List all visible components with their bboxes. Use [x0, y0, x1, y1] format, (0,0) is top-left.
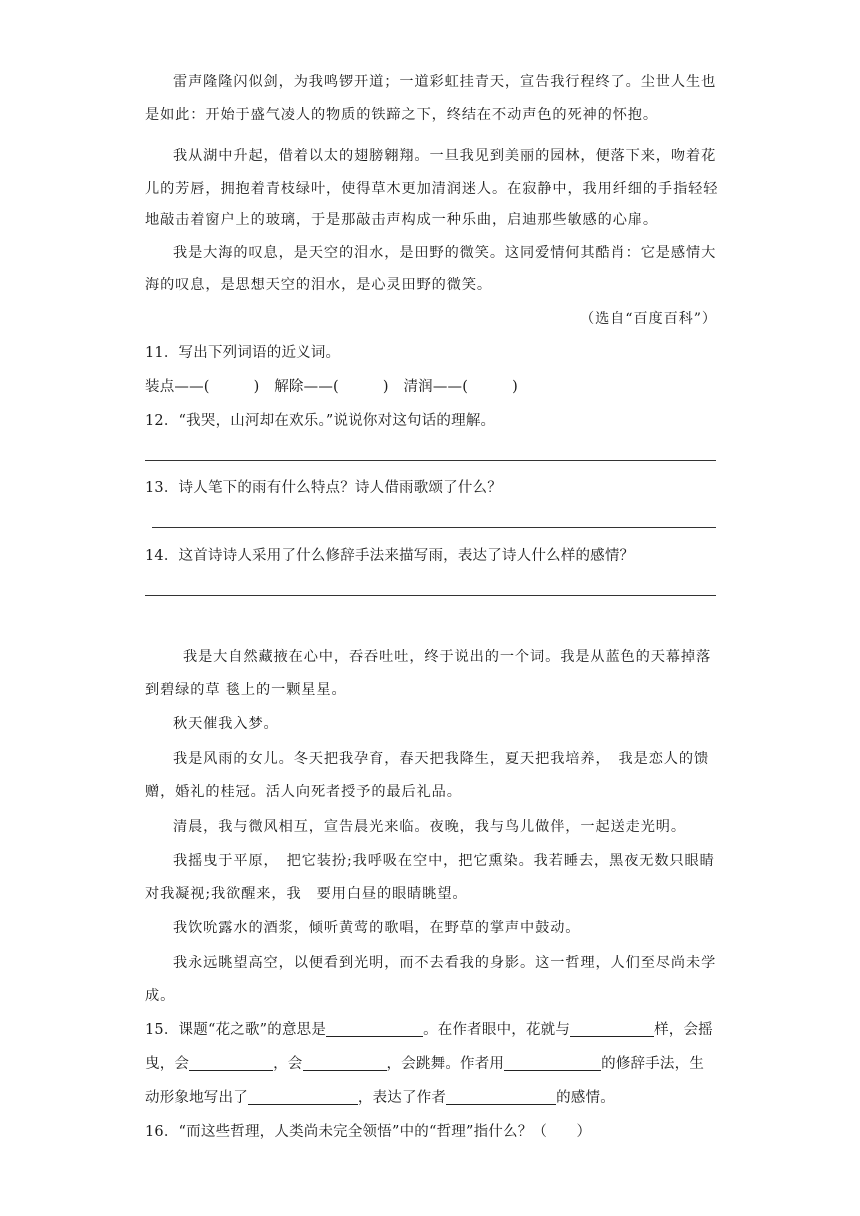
passage2-line9: 我饮吮露水的酒浆，倾听黄莺的歌唱，在野草的掌声中鼓动。: [173, 920, 581, 936]
passage2-line10: 我永远眺望高空，以便看到光明，而不去看我的身影。这一哲理，人们至尽尚未学: [173, 955, 717, 971]
q15-blank-6[interactable]: [248, 1090, 358, 1105]
passage2-line2: 到碧绿的草 毯上的一颗星星。: [145, 682, 347, 698]
q15-blank-2[interactable]: [570, 1022, 654, 1037]
passage2-line6: 清晨，我与微风相互，宣告晨光来临。夜晚，我与鸟儿做伴，一起送走光明。: [173, 819, 686, 835]
question-16: 16．“而这些哲理，人类尚未完全领悟”中的“哲理”指什么？（ ）: [145, 1124, 592, 1140]
q12-answer-line[interactable]: [145, 460, 716, 461]
q15-blank-3[interactable]: [189, 1056, 273, 1071]
question-15-line3: [145, 1088, 717, 1108]
q11-item-c: ) 清润——(: [382, 379, 469, 395]
passage1-p3-line1: 我是大海的叹息，是天空的泪水，是田野的微笑。这同爱情何其酷肖：它是感情大: [173, 245, 717, 261]
q15-text-i: ，表达了作者: [357, 1090, 447, 1106]
question-11: 11．写出下列词语的近义词。: [145, 345, 341, 361]
question-15-line2: [145, 1054, 717, 1074]
q15-text-d: 曳，会: [145, 1056, 190, 1072]
q15-text-f: ，会跳舞。作者用: [386, 1056, 505, 1072]
q15-text-j: 的感情。: [556, 1090, 615, 1106]
q14-answer-line[interactable]: [145, 595, 716, 596]
passage1-p1-line1: 雷声隆隆闪似剑，为我鸣锣开道；一道彩虹挂青天，宣告我行程终了。尘世人生也: [173, 74, 717, 90]
q15-text-b: 。在作者眼中，花就与: [423, 1022, 571, 1038]
q15-blank-7[interactable]: [446, 1090, 556, 1105]
question-11-items: [145, 377, 717, 397]
passage2-line5: 赠，婚礼的桂冠。活人向死者授予的最后礼品。: [145, 784, 462, 800]
passage1-p1-line2: 是如此：开始于盛气凌人的物质的铁蹄之下，终结在不动声色的死神的怀抱。: [145, 107, 658, 123]
q15-text-c: 样，会摇: [654, 1022, 713, 1038]
passage2-line3: 秋天催我入梦。: [173, 716, 279, 732]
q15-text-h: 动形象地写出了: [145, 1090, 248, 1106]
passage2-line1: 我是大自然藏掖在心中，吞吞吐吐，终于说出的一个词。我是从蓝色的天幕掉落: [183, 649, 712, 665]
passage1-p2-line1: 我从湖中升起，借着以太的翅膀翱翔。一旦我见到美丽的园林，便落下来，吻着花: [173, 148, 717, 164]
passage1-p3-line2: 海的叹息，是思想天空的泪水，是心灵田野的微笑。: [145, 277, 493, 293]
q15-text-g: 的修辞手法，生: [601, 1056, 705, 1072]
passage2-line7: 我摇曳于平原， 把它装扮;我呼吸在空中，把它熏染。我若睡去，黑夜无数只眼睛: [173, 853, 715, 869]
q15-blank-5[interactable]: [504, 1056, 601, 1071]
question-15-line1: [145, 1020, 717, 1040]
passage2-line8: 对我凝视;我欲醒来，我 要用白昼的眼睛眺望。: [145, 886, 468, 902]
passage1-p2-line3: 地敲击着窗户上的玻璃，于是那敲击声构成一种乐曲，启迪那些敏感的心扉。: [145, 212, 658, 228]
q15-blank-4[interactable]: [303, 1056, 387, 1071]
q13-answer-line[interactable]: [152, 527, 716, 528]
q11-item-d: ): [512, 379, 518, 395]
q15-blank-1[interactable]: [326, 1022, 423, 1037]
question-13: 13．诗人笔下的雨有什么特点？诗人借雨歌颂了什么？: [145, 480, 502, 496]
q15-text-a: 15．课题“花之歌”的意思是: [145, 1022, 327, 1038]
passage2-line11: 成。: [145, 988, 176, 1004]
q11-item-b: ) 解除——(: [253, 379, 339, 395]
passage2-line4: 我是风雨的女儿。冬天把我孕育，春天把我降生，夏天把我培养， 我是恋人的馈: [173, 751, 710, 767]
question-12: 12．“我哭，山河却在欢乐。”说说你对这句话的理解。: [145, 413, 496, 429]
q11-item-a: 装点——(: [145, 379, 210, 395]
q15-text-e: ，会: [273, 1056, 303, 1072]
question-14: 14．这首诗诗人采用了什么修辞手法来描写雨，表达了诗人什么样的感情？: [145, 548, 635, 564]
passage1-source: （选自“百度百科”）: [579, 311, 717, 327]
passage1-p2-line2: 儿的芳唇，拥抱着青枝绿叶，使得草木更加清润迷人。在寂静中，我用纤细的手指轻轻: [145, 181, 719, 197]
